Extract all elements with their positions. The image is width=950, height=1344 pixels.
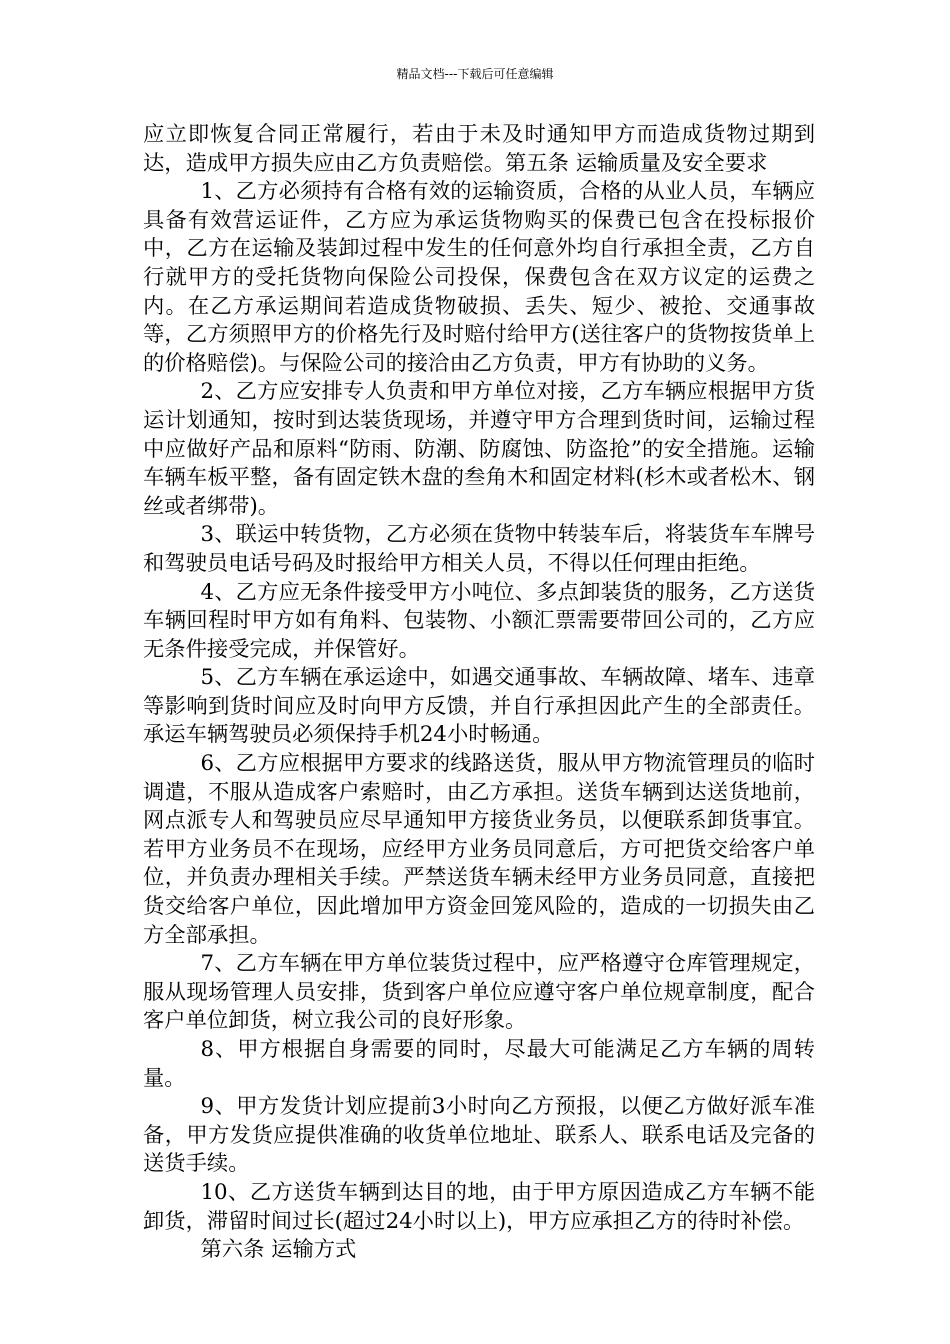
clause-item-5: 5、乙方车辆在承运途中，如遇交通事故、车辆故障、堵车、违章等影响到货时间应及时向甲方反馈，并自行承担因此产生的全部责任。承运车辆驾驶员必须保持手机24小时畅通。	[143, 665, 815, 748]
clause-item-3: 3、联运中转货物，乙方必须在货物中转装车后，将装货车车牌号和驾驶员电话号码及时报给甲方相关人员，不得以任何理由拒绝。	[143, 522, 815, 576]
clause-item-6: 6、乙方应根据甲方要求的线路送货，服从甲方物流管理员的临时调遣，不服从造成客户索赔时，由乙方承担。送货车辆到达送货地前，网点派专人和驾驶员应尽早通知甲方接货业务员，以便联系卸货事宜。若甲方业务员不在现场，应经甲方业务员同意后，方可把货交给客户单位，并负责办理相关手续。严禁送货车辆未经甲方业务员同意，直接把货交给客户单位，因此增加甲方资金回笼风险的，造成的一切损失由乙方全部承担。	[143, 751, 815, 948]
clause-item-2: 2、乙方应安排专人负责和甲方单位对接，乙方车辆应根据甲方货运计划通知，按时到达装货现场，并遵守甲方合理到货时间，运输过程中应做好产品和原料“防雨、防潮、防腐蚀、防盗抢”的安全措施。运输车辆车板平整，备有固定铁木盘的叁角木和固定材料(杉木或者松木、钢丝或者绑带)。	[143, 379, 815, 519]
clause-item-10: 10、乙方送货车辆到达目的地，由于甲方原因造成乙方车辆不能卸货，滞留时间过长(超过24小时以上)，甲方应承担乙方的待时补偿。	[143, 1179, 815, 1234]
clause-item-9: 9、甲方发货计划应提前3小时向乙方预报，以便乙方做好派车准备，甲方发货应提供准确的收货单位地址、联系人、联系电话及完备的送货手续。	[143, 1094, 815, 1177]
paragraph-continuation: 应立即恢复合同正常履行，若由于未及时通知甲方而造成货物过期到达，造成甲方损失应由乙方负责赔偿。第五条 运输质量及安全要求	[143, 122, 815, 176]
document-body	[143, 121, 815, 1265]
clause-item-8: 8、甲方根据自身需要的同时，尽最大可能满足乙方车辆的周转量。	[143, 1037, 815, 1091]
clause-item-7: 7、乙方车辆在甲方单位装货过程中，应严格遵守仓库管理规定，服从现场管理人员安排，货到客户单位应遵守客户单位规章制度，配合客户单位卸货，树立我公司的良好形象。	[143, 951, 815, 1034]
page-header: 精品文档---下载后可任意编辑	[396, 67, 554, 81]
section-heading-article-6: 第六条 运输方式	[200, 1237, 357, 1263]
clause-item-4: 4、乙方应无条件接受甲方小吨位、多点卸装货的服务，乙方送货车辆回程时甲方如有角料、包装物、小额汇票需要带回公司的，乙方应无条件接受完成，并保管好。	[143, 579, 815, 662]
clause-item-1: 1、乙方必须持有合格有效的运输资质，合格的从业人员，车辆应具备有效营运证件，乙方应为承运货物购买的保费已包含在投标报价中，乙方在运输及装卸过程中发生的任何意外均自行承担全责，乙方自行就甲方的受托货物向保险公司投保，保费包含在双方议定的运费之内。在乙方承运期间若造成货物破损、丢失、短少、被抢、交通事故等，乙方须照甲方的价格先行及时赔付给甲方(送往客户的货物按货单上的价格赔偿)。与保险公司的接洽由乙方负责，甲方有协助的义务。	[143, 179, 815, 376]
